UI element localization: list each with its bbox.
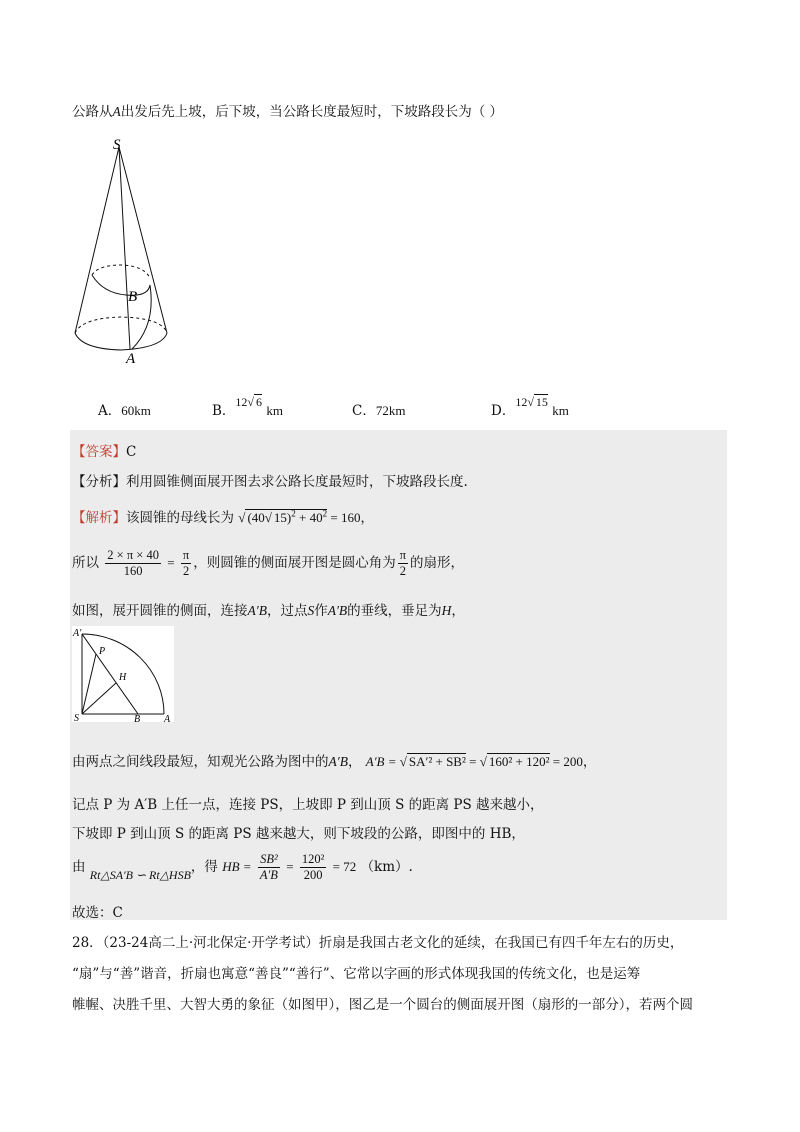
solution-line-5: 记点 P 为 A′B 上任一点，连接 PS，上坡即 P 到山顶 S 的距离 PS 越来越小， bbox=[72, 797, 544, 813]
cone-base-back bbox=[75, 317, 167, 333]
solution-line-8: 故选：C bbox=[72, 905, 123, 921]
solution-line-7: 由 Rt△SA′B ∽ Rt△HSB，得 HB = $\frac{\text{SB²}}{A'B}$ = $\frac{\text{120²}}{200}$ = 72 （km）. bbox=[72, 852, 413, 882]
analysis-tag: 【分析】 bbox=[72, 474, 126, 490]
cone-label-b: B bbox=[128, 289, 138, 305]
cone-label-a: A bbox=[126, 351, 136, 365]
solution-line-1: 【解析】该圆锥的母线长为 √ (40√ $15)^2 + 40^2 = 160$， bbox=[72, 508, 374, 526]
answer-tag: 【答案】 bbox=[72, 444, 126, 460]
angle-fraction: $\frac{2 \times \pi \times 40}{160}$ bbox=[107, 548, 159, 578]
question-text-end: 出发后先上坡，后下坡，当公路长度最短时，下坡路段长为（ ） bbox=[120, 104, 504, 120]
cone-left-edge bbox=[75, 147, 119, 333]
question-line bbox=[72, 100, 503, 120]
analysis-line bbox=[72, 470, 468, 490]
cone-figure bbox=[70, 135, 180, 365]
hb-fraction-2: $\frac{\text{120²}}{200}$ bbox=[301, 852, 325, 882]
cone-mid-ellipse bbox=[92, 265, 150, 278]
segment-a-prime-b bbox=[82, 634, 138, 714]
cone-base-front bbox=[75, 333, 167, 350]
option-c: C．72km bbox=[352, 403, 406, 419]
answer-value: C bbox=[126, 444, 137, 460]
next-question-line-3: 帷幄、决胜千里、大智大勇的象征（如图甲），图乙是一个圆台的侧面展开图（扇形的一部分），若两个圆 bbox=[72, 997, 693, 1013]
length-formula: √ (40√ $15)^2 + 40^2 = 160$， bbox=[238, 508, 374, 525]
solution-line-4: 由两点之间线段最短，知观光公路为图中的A′B， A′B = √ SA′² + SB² = √ 160² + 120² = 200， bbox=[72, 754, 597, 770]
solution-line-2: 所以 $\frac{2 \times \pi \times 40}{160}$ = $\frac{\pi}{2}$ ，则圆锥的侧面展开图是圆心角为 $\frac{\pi}{2}$ 的扇形， bbox=[72, 548, 465, 578]
sector-label-p: P bbox=[99, 646, 106, 657]
solution-tag: 【解析】 bbox=[72, 510, 126, 526]
sector-label-a: A bbox=[164, 714, 171, 722]
cone-right-edge bbox=[119, 147, 167, 333]
sector-label-b: B bbox=[134, 714, 141, 722]
sector-figure bbox=[72, 626, 174, 722]
segment-s-p bbox=[82, 654, 96, 714]
segment-s-h bbox=[82, 683, 116, 714]
point-label: A bbox=[112, 104, 121, 119]
solution-line-6: 下坡即 P 到山顶 S 的距离 PS 越来越大，则下坡段的公路，即图中的 HB， bbox=[72, 826, 525, 842]
analysis-text: 利用圆锥侧面展开图去求公路长度最短时，下坡路段长度. bbox=[126, 474, 468, 490]
cone-generatrix bbox=[119, 147, 130, 349]
similar-triangles: Rt△SA′B ∽ Rt△HSB bbox=[89, 868, 191, 882]
question-text: 公路从 bbox=[72, 104, 113, 120]
sector-label-s: S bbox=[74, 713, 79, 722]
cone-label-s: S bbox=[113, 137, 121, 153]
answer-line bbox=[72, 440, 136, 460]
sector-label-h: H bbox=[119, 672, 127, 683]
pi-over-two: $\frac{\pi}{2}$ bbox=[182, 548, 190, 578]
next-question-line-1: 28．（23-24高二上·河北保定·开学考试）折扇是我国古老文化的延续，在我国已有四千年左右的历史， bbox=[72, 935, 684, 951]
solution-line-3: 如图，展开圆锥的侧面，连接A′B，过点S作A′B的垂线，垂足为H， bbox=[72, 603, 465, 619]
option-a: A．60km bbox=[98, 403, 151, 419]
next-question-line-2: “扇”与“善”谐音，折扇也寓意“善良”“善行”、它常以字画的形式体现我国的传统文化，也是运筹 bbox=[72, 966, 641, 982]
option-d: D．12√ 15 km bbox=[491, 395, 569, 419]
hb-fraction-1: $\frac{\text{SB²}}{A'B}$ bbox=[259, 852, 278, 882]
option-b: B．12√ 6 km bbox=[212, 395, 283, 419]
sector-label-a-prime: A′ bbox=[73, 628, 82, 639]
pi-over-two-2: $\frac{\pi}{2}$ bbox=[399, 548, 407, 578]
ab-length-formula: A′B = √ SA′² + SB² = √ 160² + 120² = 200 bbox=[365, 754, 583, 769]
road-curve bbox=[92, 275, 151, 349]
